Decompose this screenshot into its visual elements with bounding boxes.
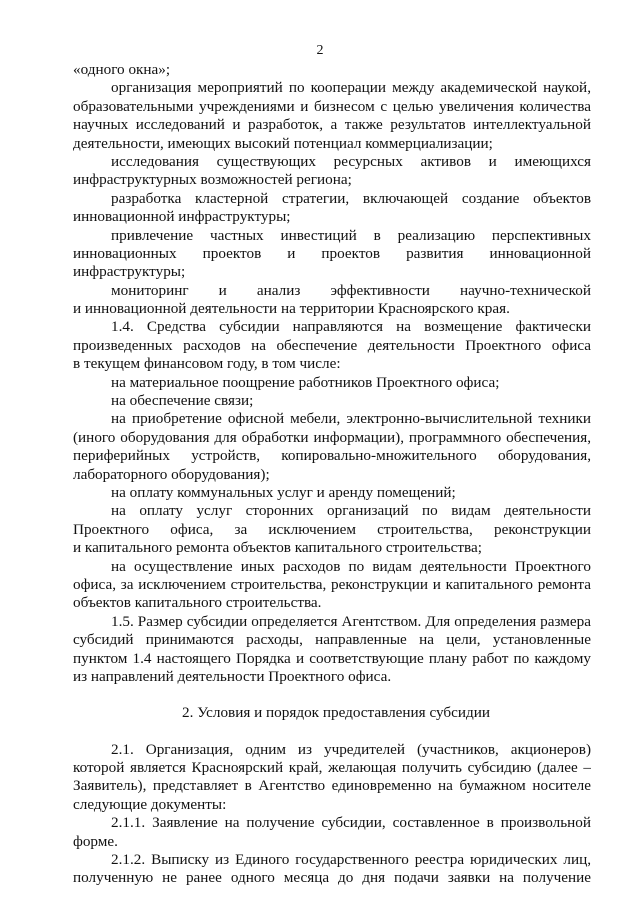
text-line: исследования существующих ресурсных активов и имеющихся: [111, 152, 591, 170]
text-line: произведенных расходов на обеспечение деятельности Проектного офиса: [73, 336, 591, 354]
text-line: из направлений деятельности Проектного офиса.: [73, 667, 392, 685]
text-line: следующие документы:: [73, 795, 227, 813]
text-line: и инновационной деятельности на территории Красноярского края.: [73, 300, 510, 318]
text-line: на оплату услуг сторонних организаций по видам деятельности: [111, 502, 591, 520]
text-line: Заявитель), представляет в Агентство единовременно на бумажном носителе: [73, 777, 591, 795]
text-line: 1.4. Средства субсидии направляются на возмещение фактически: [111, 318, 591, 336]
text-line: на обеспечение связи;: [111, 392, 254, 410]
text-line: периферийных устройств, копировально-множительного оборудования,: [73, 447, 591, 465]
text-line: на оплату коммунальных услуг и аренду помещений;: [111, 483, 456, 501]
text-line: 2.1.2. Выписку из Единого государственного реестра юридических лиц,: [111, 851, 591, 869]
text-line: лабораторного оборудования);: [73, 465, 270, 483]
text-line: научных исследований и разработок, а также результатов интеллектуальной: [73, 116, 591, 134]
text-line: пунктом 1.4 настоящего Порядка и соответствующие плану работ по каждому: [73, 649, 591, 667]
blank-spacer: [73, 723, 591, 741]
text-line: 2.1.1. Заявление на получение субсидии, составленное в произвольной: [111, 814, 591, 832]
text-line: форме.: [73, 832, 118, 850]
text-line: Проектного офиса, за исключением строительства, реконструкции: [73, 520, 591, 538]
text-line: разработка кластерной стратегии, включающей создание объектов: [111, 189, 591, 207]
text-line: субсидий принимаются расходы, направленные на цели, установленные: [73, 631, 591, 649]
text-line: и капитального ремонта объектов капитального строительства;: [73, 539, 482, 557]
text-line: 1.5. Размер субсидии определяется Агентством. Для определения размера: [111, 612, 591, 630]
section-heading: 2. Условия и порядок предоставления субсидии: [182, 704, 490, 722]
text-line: на приобретение офисной мебели, электронно-вычислительной техники: [111, 410, 591, 428]
page-number: 2: [316, 43, 324, 58]
text-line: мониторинг и анализ эффективности научно-технической: [111, 281, 591, 299]
text-line: 2.1. Организация, одним из учредителей (участников, акционеров): [111, 740, 591, 758]
text-line: деятельности, имеющих высокий потенциал коммерциализации;: [73, 134, 493, 152]
text-line: офиса, за исключением строительства, реконструкции и капитального ремонта: [73, 575, 591, 593]
blank-spacer: [73, 686, 591, 704]
text-line: «одного окна»;: [73, 61, 171, 78]
text-line: объектов капитального строительства.: [73, 594, 322, 612]
text-line: на осуществление иных расходов по видам деятельности Проектного: [111, 557, 591, 575]
text-line: в текущем финансовом году, в том числе:: [73, 355, 341, 373]
text-line: полученную не ранее одного месяца до дня подачи заявки на получение: [73, 869, 591, 887]
text-line: инфраструктуры;: [73, 263, 186, 281]
text-line: инфраструктурных возможностей региона;: [73, 171, 352, 189]
text-line: которой является Красноярский край, желающая получить субсидию (далее –: [73, 759, 591, 777]
text-line: инновационной инфраструктуры;: [73, 208, 291, 226]
text-line: инновационных проектов и проектов развития инновационной: [73, 244, 591, 262]
text-line: привлечение частных инвестиций в реализацию перспективных: [111, 226, 591, 244]
text-line: на материальное поощрение работников Проектного офиса;: [111, 373, 500, 391]
text-line: (иного оборудования для обработки информации), программного обеспечения,: [73, 428, 591, 446]
text-line: образовательными учреждениями и бизнесом с целью увеличения количества: [73, 97, 591, 115]
document-body: [73, 61, 591, 888]
text-line: организация мероприятий по кооперации между академической наукой,: [111, 79, 591, 97]
